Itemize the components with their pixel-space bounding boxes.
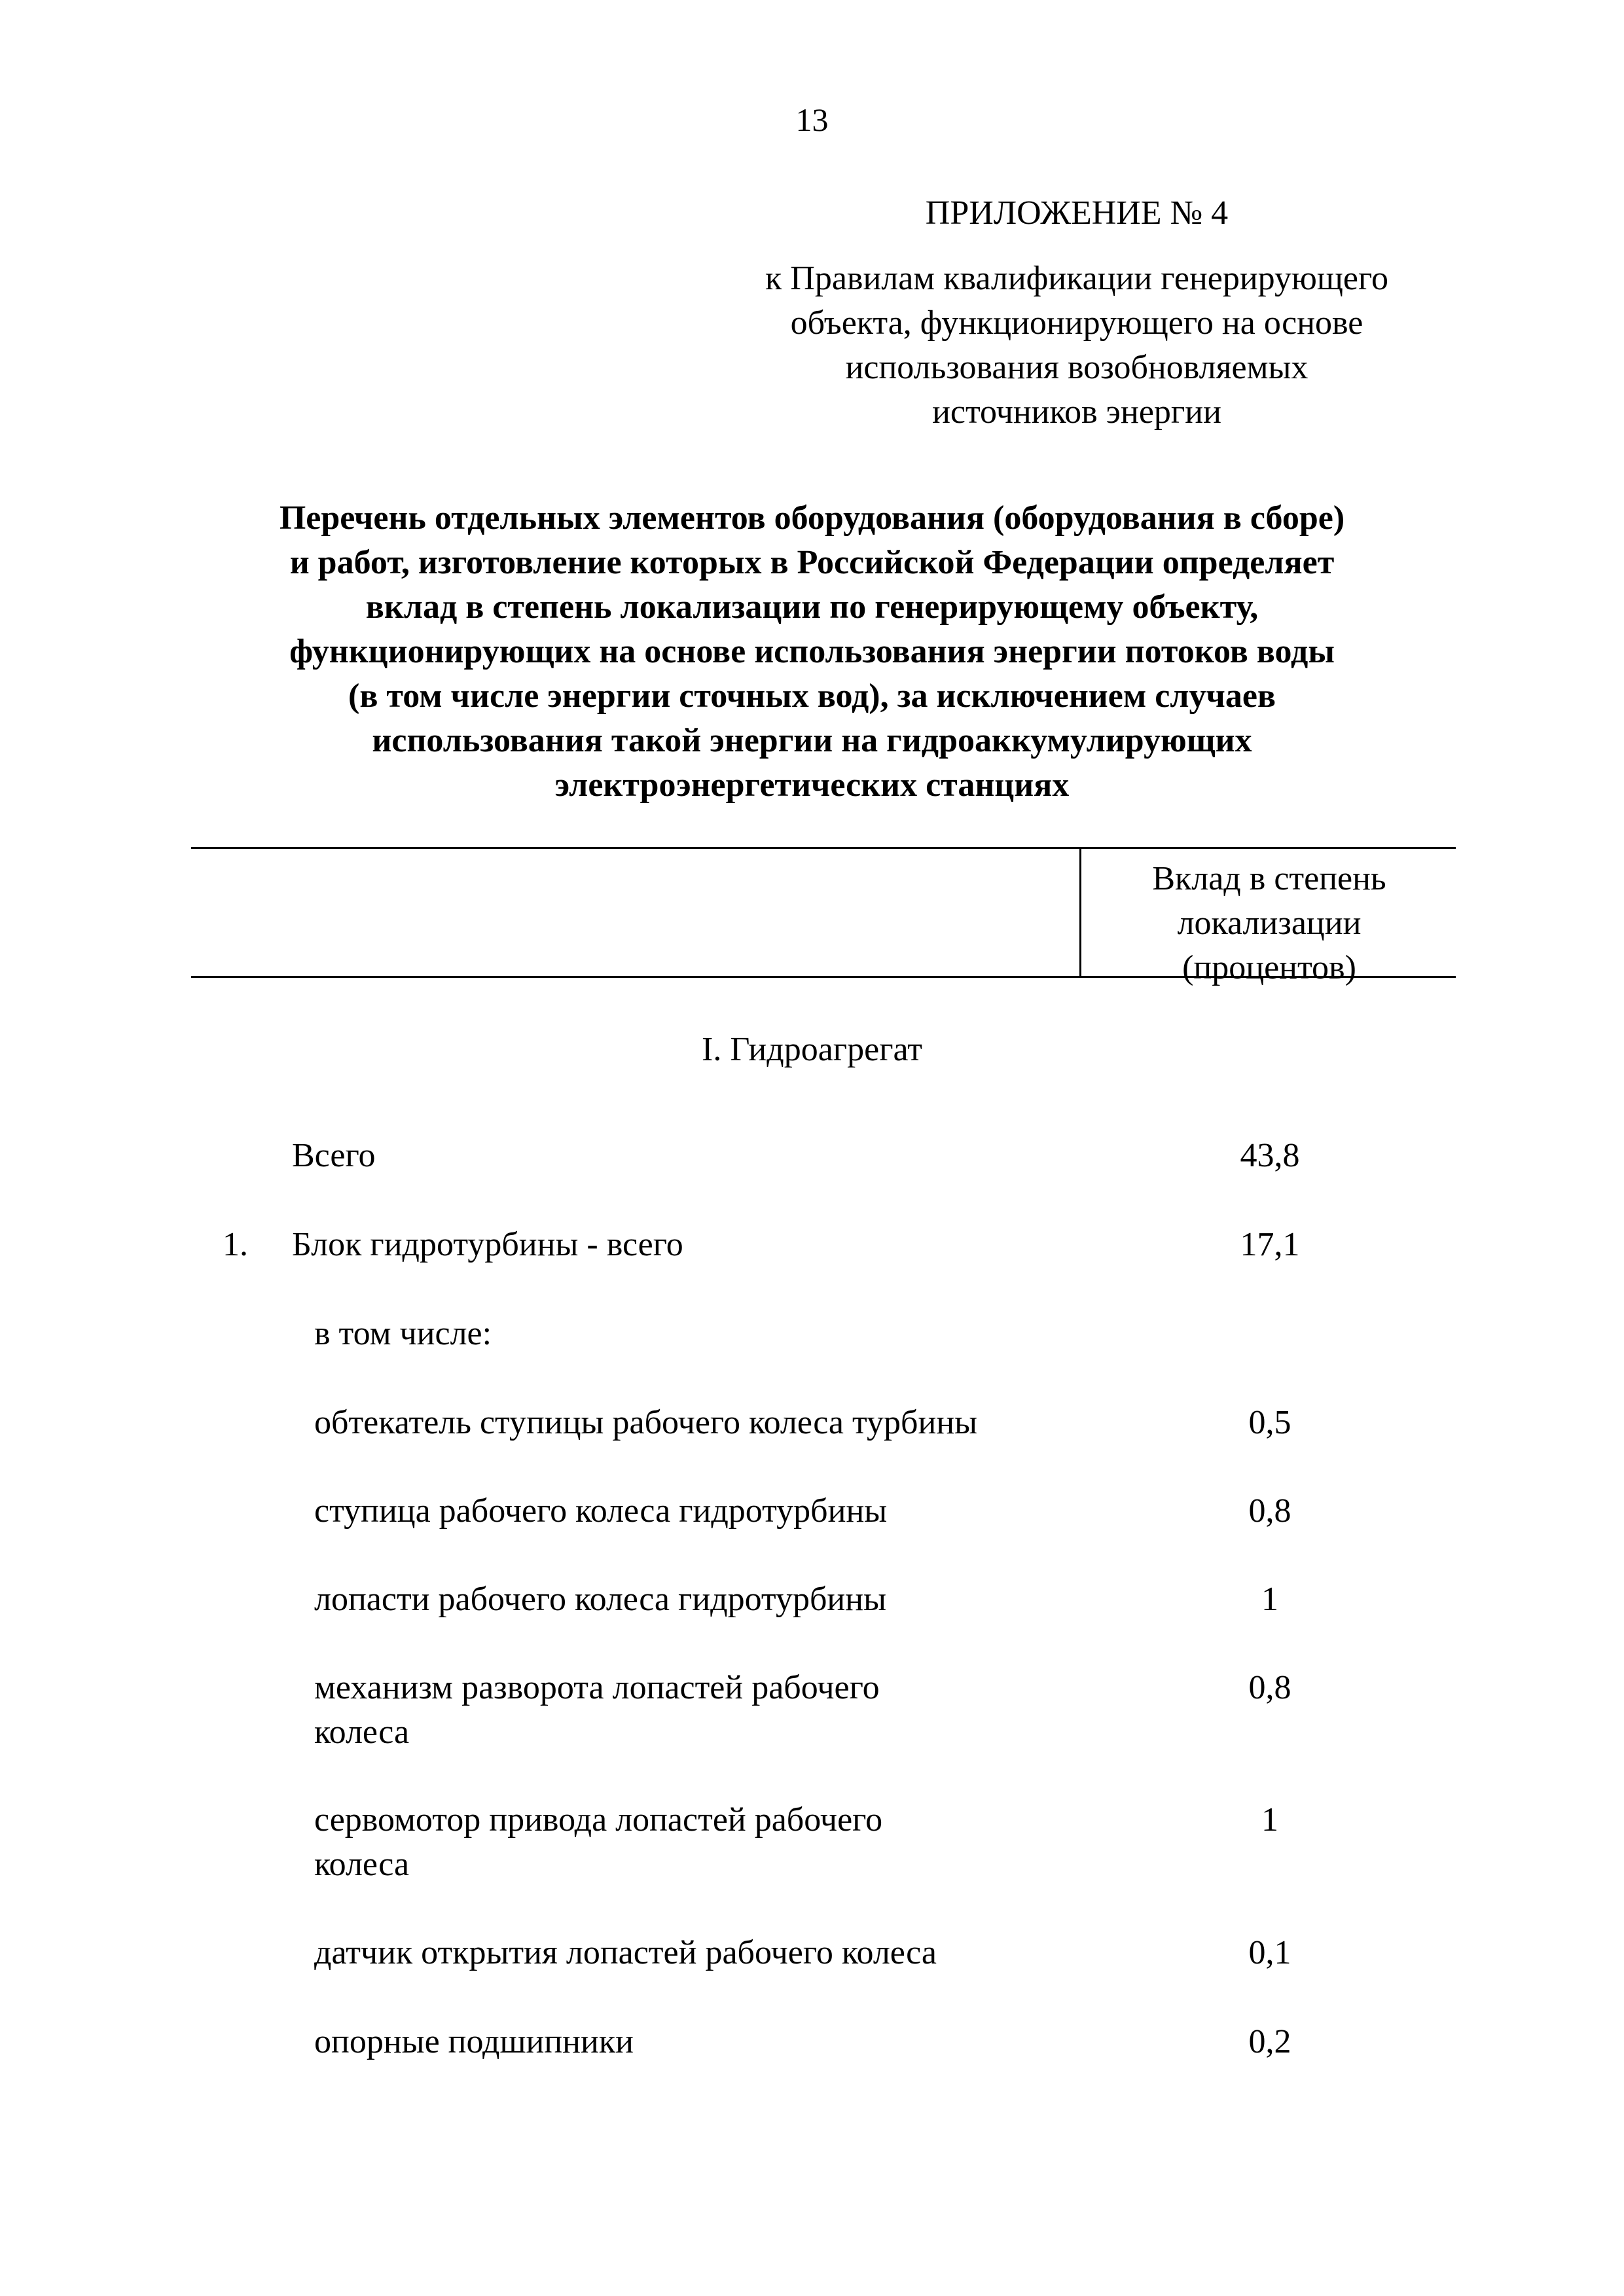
row-label bbox=[314, 1931, 937, 1975]
row-value: 43,8 bbox=[1240, 1137, 1300, 1174]
row-label-line: датчик открытия лопастей рабочего колеса bbox=[314, 1934, 937, 1971]
column-header-contribution bbox=[1083, 857, 1456, 990]
appendix-subtitle-line: источников энергии bbox=[932, 393, 1221, 431]
row-label-line: колеса bbox=[314, 1713, 410, 1751]
row-label-line: Блок гидротурбины - всего bbox=[292, 1226, 683, 1263]
row-label bbox=[314, 1312, 492, 1356]
appendix-subtitle-line: к Правилам квалификации генерирующего bbox=[765, 260, 1388, 297]
row-value: 0,1 bbox=[1248, 1934, 1291, 1971]
appendix-subtitle-line: объекта, функционирующего на основе bbox=[790, 304, 1363, 342]
heading-line: (в том числе энергии сточных вод), за исключением случаев bbox=[348, 677, 1276, 715]
column-header-line: Вклад в степень bbox=[1152, 860, 1386, 897]
column-header-line: локализации bbox=[1177, 905, 1362, 942]
page-number: 13 bbox=[795, 101, 829, 138]
row-value: 1 bbox=[1261, 1581, 1278, 1618]
row-label-line: сервомотор привода лопастей рабочего bbox=[314, 1801, 883, 1839]
row-value: 0,2 bbox=[1248, 2023, 1291, 2060]
row-label-line: механизм разворота лопастей рабочего bbox=[314, 1669, 880, 1706]
row-label bbox=[292, 1134, 376, 1178]
column-divider bbox=[1079, 849, 1081, 976]
row-label-line: Всего bbox=[292, 1137, 376, 1174]
row-label bbox=[314, 1666, 880, 1755]
heading-line: использования такой энергии на гидроаккумулирующих bbox=[372, 722, 1252, 759]
appendix-subtitle-line: использования возобновляемых bbox=[845, 349, 1308, 386]
row-label-line: ступица рабочего колеса гидротурбины bbox=[314, 1492, 888, 1530]
heading-line: Перечень отдельных элементов оборудования (оборудования в сборе) bbox=[279, 499, 1345, 537]
row-label bbox=[314, 1577, 886, 1622]
appendix-subtitle bbox=[707, 257, 1447, 435]
section-title: I. Гидроагрегат bbox=[702, 1031, 922, 1068]
row-label bbox=[292, 1223, 683, 1267]
table-header bbox=[191, 847, 1456, 986]
row-label-line: обтекатель ступицы рабочего колеса турбины bbox=[314, 1404, 978, 1441]
row-label-line: лопасти рабочего колеса гидротурбины bbox=[314, 1581, 887, 1618]
row-label-line: в том числе: bbox=[314, 1315, 492, 1352]
row-label-line: колеса bbox=[314, 1846, 410, 1883]
row-label bbox=[314, 1798, 882, 1887]
row-value: 1 bbox=[1261, 1801, 1278, 1839]
document-heading bbox=[79, 496, 1545, 808]
row-label bbox=[314, 2020, 634, 2064]
heading-line: вклад в степень локализации по генерирующему объекту, bbox=[365, 588, 1259, 626]
row-value: 0,8 bbox=[1248, 1669, 1291, 1706]
row-value: 0,5 bbox=[1248, 1404, 1291, 1441]
row-label bbox=[314, 1489, 887, 1534]
row-number: 1. bbox=[223, 1226, 248, 1263]
heading-line: функционирующих на основе использования энергии потоков воды bbox=[289, 633, 1335, 670]
column-header-line: (процентов) bbox=[1182, 949, 1356, 986]
row-value: 0,8 bbox=[1248, 1492, 1291, 1530]
row-label bbox=[314, 1401, 977, 1445]
heading-line: электроэнергетических станциях bbox=[554, 766, 1070, 804]
row-label-line: опорные подшипники bbox=[314, 2023, 634, 2060]
row-value: 17,1 bbox=[1240, 1226, 1300, 1263]
appendix-title: ПРИЛОЖЕНИЕ № 4 bbox=[925, 194, 1229, 232]
heading-line: и работ, изготовление которых в Российской Федерации определяет bbox=[289, 544, 1335, 581]
